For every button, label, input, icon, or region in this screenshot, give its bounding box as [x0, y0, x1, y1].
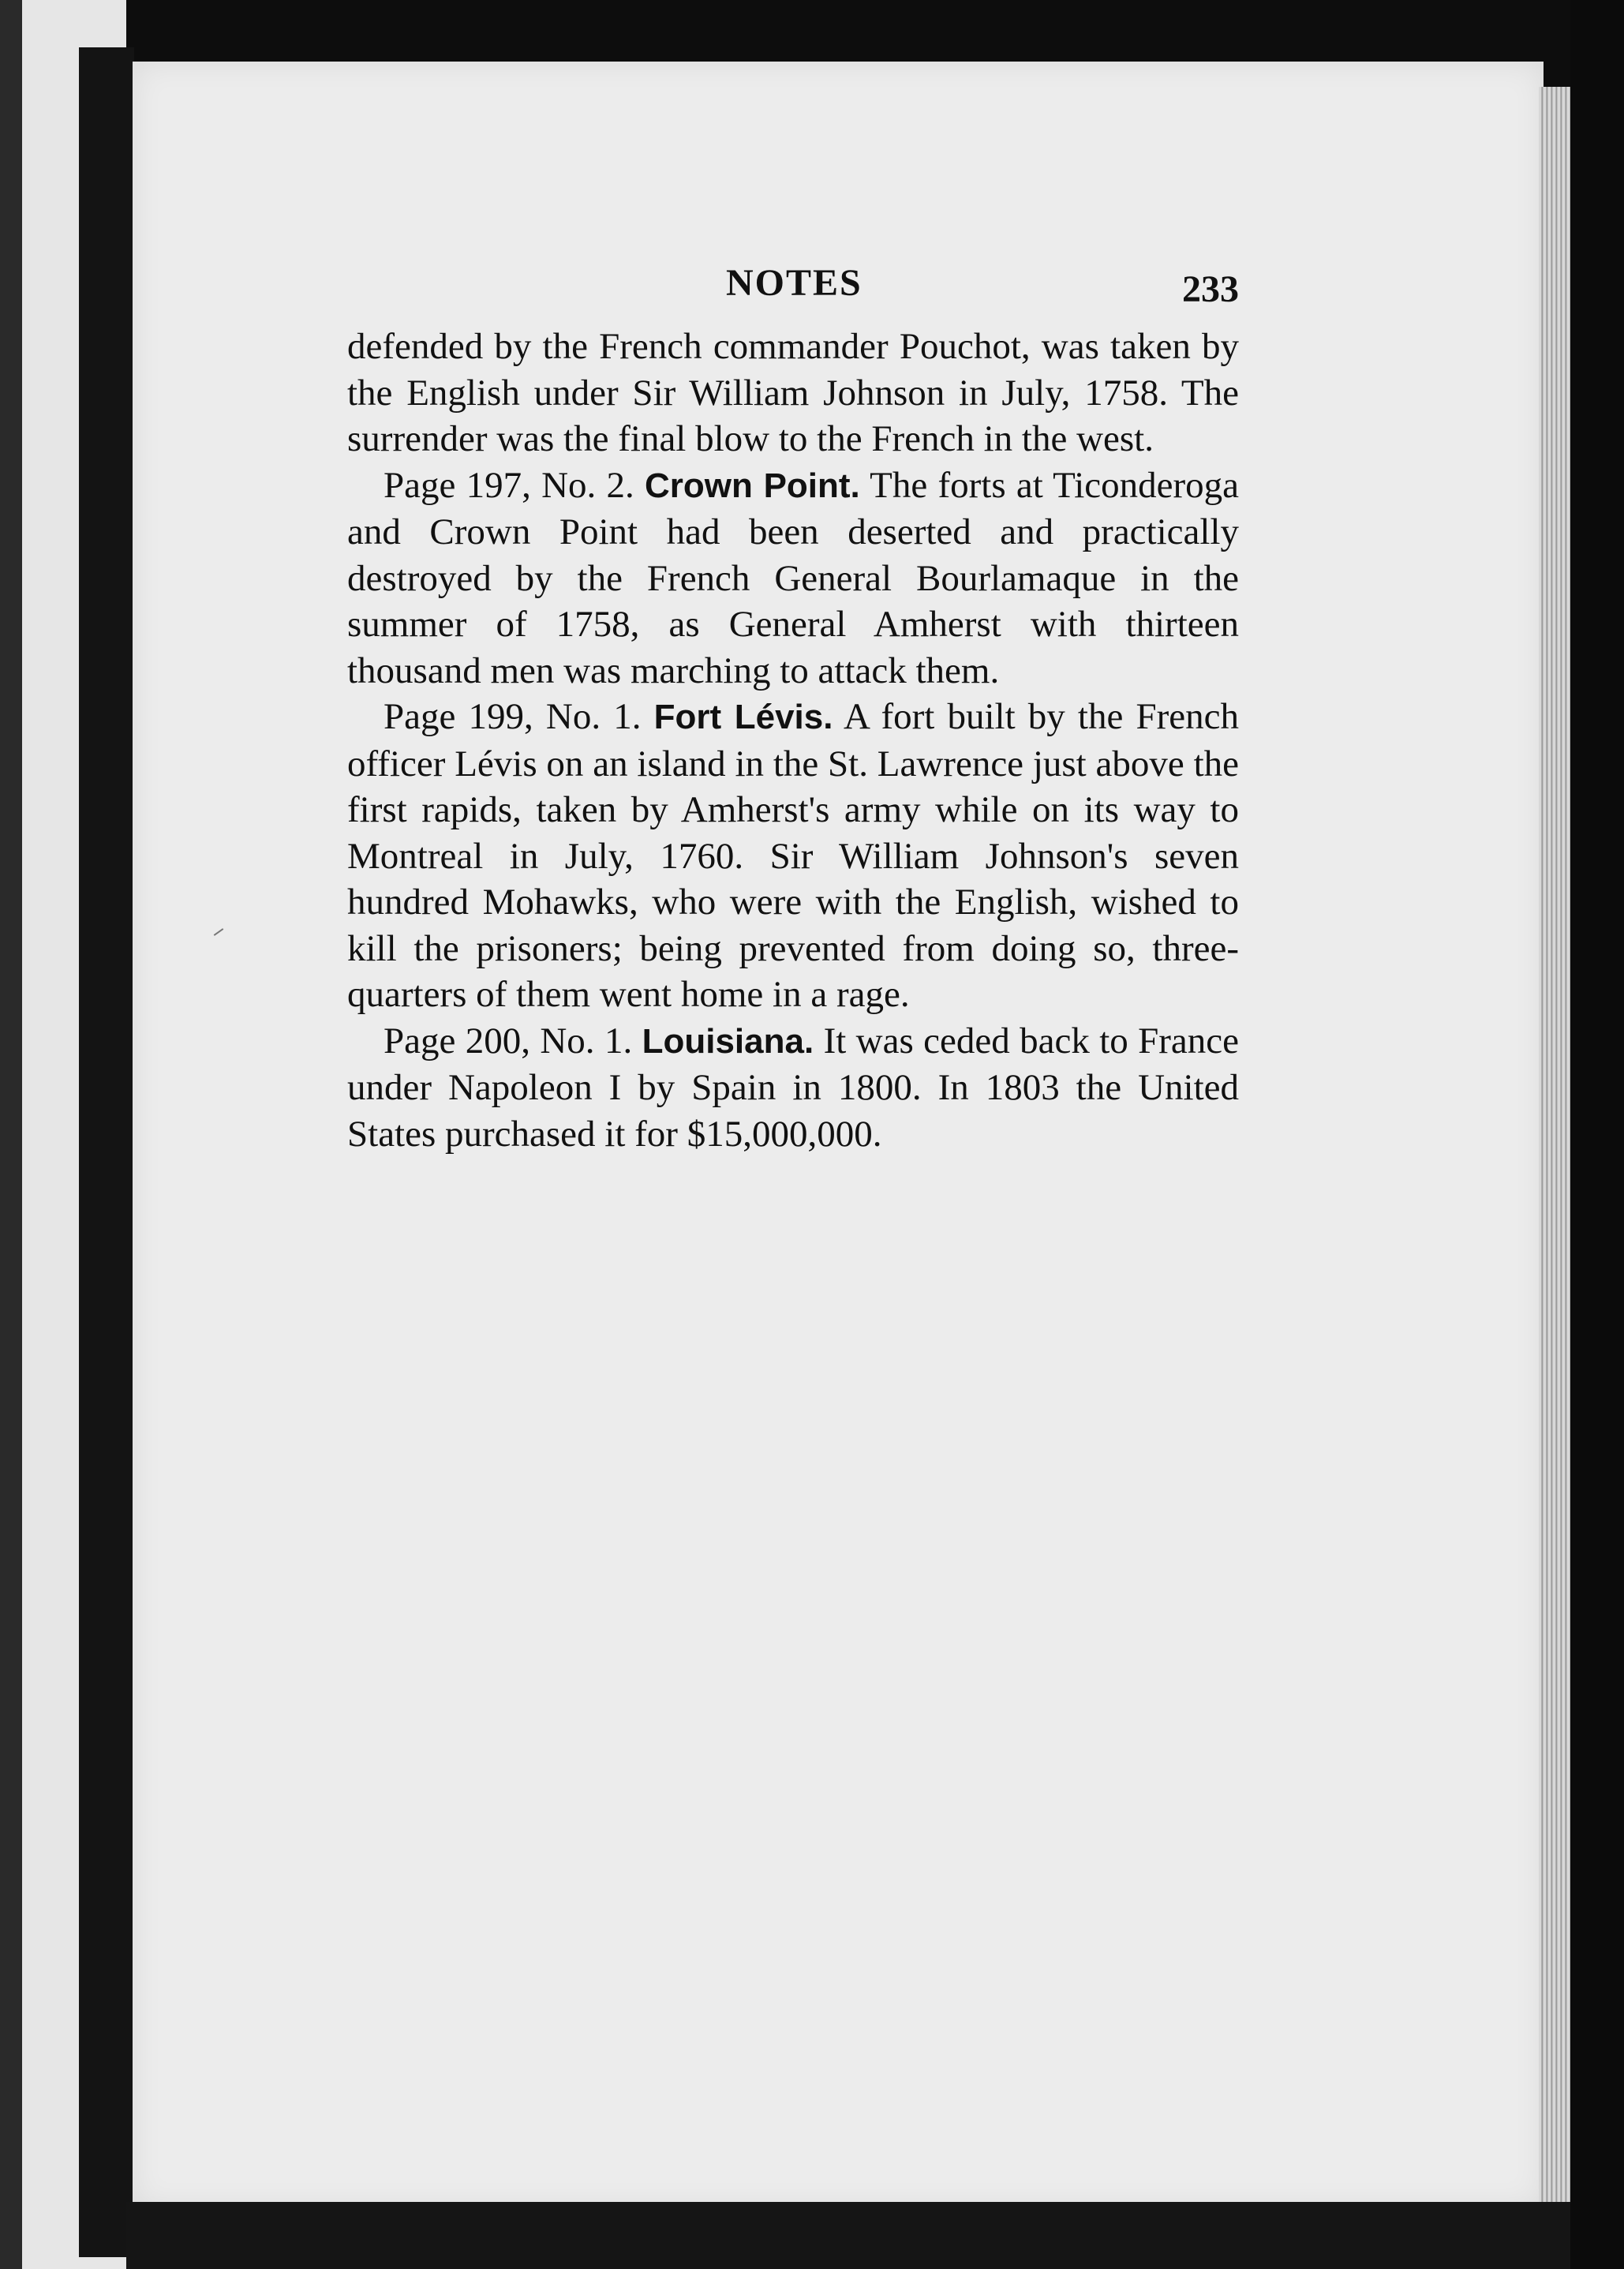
text-block — [347, 260, 1239, 1157]
scan-border-bottom — [126, 2202, 1570, 2269]
book-binding — [79, 47, 134, 2257]
note-term: Crown Point. — [644, 466, 860, 505]
note-crown-point — [347, 462, 1239, 695]
note-term: Fort Lévis. — [653, 698, 833, 736]
paragraph-continuation — [347, 324, 1239, 462]
note-reference: Page 199, No. 1. — [384, 696, 642, 737]
paragraph-text: defended by the French commander Pouchot, was taken by the English under Sir William Johnson in July, 1758. The surrender was the final blow to the French in the west. — [347, 326, 1239, 459]
note-text: The forts at Ticonderoga and Crown Point had been deserted and practically destroyed by the French General Bourlamaque in the summer of 1758, as General Amherst with thirteen thousand men was marching to attack them. — [347, 464, 1240, 691]
running-head: NOTES — [726, 262, 863, 304]
note-text: A fort built by the French officer Lévis on an island in the St. Lawrence just above the first rapids, taken by Amherst's army while on its way to Montreal in July, 1760. Sir William Johnson's seven hundred Mohawks, who were with the English, wished to kill the prisoners; being prevented from doing so, three-quarters of them went home in a rage. — [347, 696, 1239, 1015]
note-reference: Page 197, No. 2. — [384, 464, 634, 506]
note-text: It was ceded back to France under Napoleon I by Spain in 1800. In 1803 the United States purchased it for $15,000,000. — [347, 1020, 1240, 1155]
note-fort-levis — [347, 694, 1239, 1018]
note-louisiana — [347, 1018, 1239, 1158]
page-number: 233 — [1182, 268, 1239, 310]
note-term: Louisiana. — [642, 1021, 814, 1061]
page-header — [347, 260, 1239, 324]
scan-border-left — [0, 0, 22, 2269]
page-edges — [1539, 87, 1570, 2218]
scan-border-right — [1570, 0, 1624, 2269]
note-reference: Page 200, No. 1. — [384, 1020, 633, 1061]
